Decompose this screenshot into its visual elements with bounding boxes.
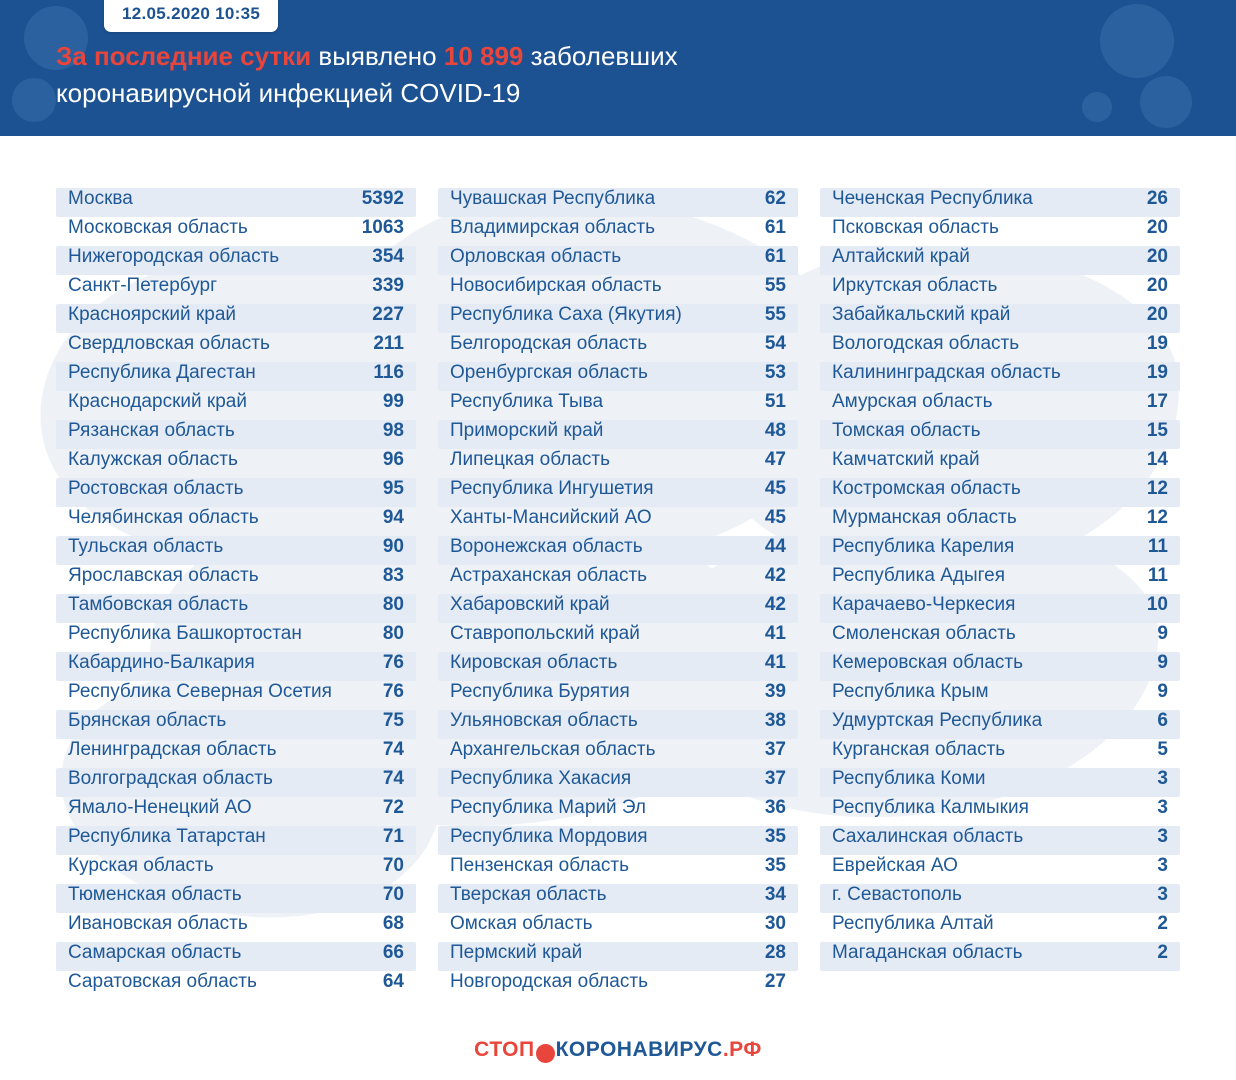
region-name: Приморский край: [450, 420, 604, 441]
region-case-count: 80: [382, 623, 404, 644]
region-case-count: 28: [764, 942, 786, 963]
region-name: Хабаровский край: [450, 594, 610, 615]
region-case-count: 20: [1146, 217, 1168, 238]
table-row: [438, 188, 798, 217]
headline-line-2: коронавирусной инфекцией COVID-19: [56, 78, 521, 108]
region-case-count: 3: [1157, 884, 1168, 905]
region-case-count: 3: [1157, 797, 1168, 818]
table-row: [438, 739, 798, 768]
table-row: [438, 710, 798, 739]
table-row: [438, 797, 798, 826]
region-name: г. Севастополь: [832, 884, 962, 905]
table-row: [56, 971, 416, 1000]
table-row: [820, 710, 1180, 739]
region-name: Саратовская область: [68, 971, 257, 992]
table-row: [438, 333, 798, 362]
region-case-count: 227: [372, 304, 404, 325]
region-name: Нижегородская область: [68, 246, 280, 267]
virus-decoration-icon: [1140, 76, 1192, 128]
table-row: [820, 623, 1180, 652]
region-case-count: 61: [764, 217, 786, 238]
table-row: [820, 246, 1180, 275]
region-case-count: 2: [1157, 913, 1168, 934]
virus-icon: [536, 1044, 555, 1063]
region-name: Мурманская область: [832, 507, 1017, 528]
region-case-count: 19: [1146, 333, 1168, 354]
region-case-count: 68: [382, 913, 404, 934]
table-row: [820, 594, 1180, 623]
region-name: Кировская область: [450, 652, 618, 673]
region-case-count: 41: [764, 652, 786, 673]
region-name: Омская область: [450, 913, 593, 934]
table-row: [56, 449, 416, 478]
region-name: Московская область: [68, 217, 248, 238]
region-case-count: 44: [764, 536, 786, 557]
table-row: [820, 739, 1180, 768]
region-name: Республика Крым: [832, 681, 989, 702]
region-case-count: 74: [382, 768, 404, 789]
region-case-count: 45: [764, 507, 786, 528]
region-name: Иркутская область: [832, 275, 998, 296]
table-row: [56, 565, 416, 594]
region-name: Красноярский край: [68, 304, 236, 325]
region-name: Свердловская область: [68, 333, 270, 354]
region-name: Республика Карелия: [832, 536, 1015, 557]
headline-text-1: выявлено: [311, 41, 444, 71]
region-name: Рязанская область: [68, 420, 235, 441]
region-name: Республика Северная Осетия: [68, 681, 332, 702]
region-name: Томская область: [832, 420, 981, 441]
region-name: Республика Татарстан: [68, 826, 266, 847]
table-row: [820, 536, 1180, 565]
region-case-count: 83: [382, 565, 404, 586]
table-row: [56, 536, 416, 565]
table-row: [56, 884, 416, 913]
table-row: [438, 971, 798, 1000]
table-row: [56, 275, 416, 304]
region-case-count: 94: [382, 507, 404, 528]
region-name: Астраханская область: [450, 565, 648, 586]
region-name: Республика Алтай: [832, 913, 994, 934]
region-name: Тюменская область: [68, 884, 242, 905]
region-name: Костромская область: [832, 478, 1021, 499]
table-row: [438, 275, 798, 304]
page-title: [56, 38, 1096, 112]
table-row: [820, 855, 1180, 884]
region-name: Калужская область: [68, 449, 238, 470]
region-case-count: 74: [382, 739, 404, 760]
region-name: Самарская область: [68, 942, 242, 963]
table-row: [438, 217, 798, 246]
region-case-count: 10: [1146, 594, 1168, 615]
region-case-count: 37: [764, 768, 786, 789]
table-row: [820, 913, 1180, 942]
region-name: Еврейская АО: [832, 855, 958, 876]
region-name: Брянская область: [68, 710, 227, 731]
region-name: Республика Мордовия: [450, 826, 648, 847]
footer: [0, 1038, 1236, 1062]
table-row: [56, 420, 416, 449]
region-name: Кемеровская область: [832, 652, 1023, 673]
region-name: Владимирская область: [450, 217, 655, 238]
region-name: Алтайский край: [832, 246, 970, 267]
region-case-count: 51: [764, 391, 786, 412]
table-row: [820, 826, 1180, 855]
region-case-count: 38: [764, 710, 786, 731]
region-case-count: 66: [382, 942, 404, 963]
table-row: [438, 304, 798, 333]
regions-column: [820, 188, 1180, 1000]
region-case-count: 26: [1146, 188, 1168, 209]
table-row: [56, 913, 416, 942]
region-name: Ханты-Мансийский АО: [450, 507, 652, 528]
headline-text-2: заболевших: [523, 41, 678, 71]
table-row: [820, 333, 1180, 362]
region-name: Ульяновская область: [450, 710, 638, 731]
logo-rf: .РФ: [722, 1038, 762, 1061]
table-row: [438, 362, 798, 391]
table-row: [438, 507, 798, 536]
table-row: [438, 652, 798, 681]
table-row: [438, 536, 798, 565]
region-name: Оренбургская область: [450, 362, 648, 383]
region-name: Сахалинская область: [832, 826, 1024, 847]
table-row: [820, 652, 1180, 681]
region-name: Чувашская Республика: [450, 188, 656, 209]
region-name: Белгородская область: [450, 333, 648, 354]
region-case-count: 70: [382, 855, 404, 876]
region-case-count: 42: [764, 565, 786, 586]
region-case-count: 54: [764, 333, 786, 354]
table-row: [820, 507, 1180, 536]
region-name: Республика Саха (Якутия): [450, 304, 682, 325]
region-case-count: 116: [373, 362, 404, 383]
page-header: [0, 0, 1236, 136]
table-row: [820, 275, 1180, 304]
regions-column: [438, 188, 798, 1000]
region-case-count: 55: [764, 275, 786, 296]
region-name: Республика Коми: [832, 768, 986, 789]
region-case-count: 17: [1146, 391, 1168, 412]
table-row: [56, 739, 416, 768]
region-name: Ставропольский край: [450, 623, 640, 644]
region-name: Вологодская область: [832, 333, 1020, 354]
region-name: Пензенская область: [450, 855, 629, 876]
region-name: Республика Бурятия: [450, 681, 630, 702]
table-row: [56, 362, 416, 391]
table-row: [820, 478, 1180, 507]
table-row: [56, 681, 416, 710]
table-row: [56, 478, 416, 507]
region-case-count: 3: [1157, 826, 1168, 847]
region-case-count: 3: [1157, 768, 1168, 789]
table-row: [438, 449, 798, 478]
table-row: [438, 478, 798, 507]
region-case-count: 3: [1157, 855, 1168, 876]
logo-koronavirus: КОРОНАВИРУС: [555, 1038, 723, 1061]
region-name: Камчатский край: [832, 449, 980, 470]
regions-column: [56, 188, 416, 1000]
region-name: Новгородская область: [450, 971, 648, 992]
table-row: [56, 623, 416, 652]
table-row: [820, 217, 1180, 246]
region-case-count: 15: [1146, 420, 1168, 441]
region-name: Пермский край: [450, 942, 583, 963]
region-case-count: 61: [764, 246, 786, 267]
region-name: Тамбовская область: [68, 594, 249, 615]
region-case-count: 71: [382, 826, 404, 847]
table-row: [438, 623, 798, 652]
headline-number: 10 899: [443, 41, 524, 71]
table-row: [438, 768, 798, 797]
region-name: Орловская область: [450, 246, 622, 267]
regions-table: [0, 136, 1236, 1000]
table-row: [820, 797, 1180, 826]
table-row: [438, 942, 798, 971]
region-name: Республика Башкортостан: [68, 623, 302, 644]
region-name: Карачаево-Черкесия: [832, 594, 1016, 615]
table-row: [56, 391, 416, 420]
region-case-count: 42: [764, 594, 786, 615]
region-case-count: 30: [764, 913, 786, 934]
region-case-count: 6: [1157, 710, 1168, 731]
table-row: [820, 362, 1180, 391]
region-case-count: 41: [764, 623, 786, 644]
region-case-count: 99: [382, 391, 404, 412]
region-case-count: 11: [1147, 565, 1168, 586]
region-case-count: 354: [372, 246, 404, 267]
region-case-count: 339: [372, 275, 404, 296]
region-case-count: 35: [764, 855, 786, 876]
region-name: Архангельская область: [450, 739, 656, 760]
table-row: [56, 710, 416, 739]
table-row: [820, 884, 1180, 913]
table-row: [820, 768, 1180, 797]
region-name: Амурская область: [832, 391, 993, 412]
region-case-count: 98: [382, 420, 404, 441]
table-row: [56, 188, 416, 217]
table-row: [820, 304, 1180, 333]
region-case-count: 9: [1157, 681, 1168, 702]
headline-emphasis: За последние сутки: [56, 41, 312, 71]
region-name: Липецкая область: [450, 449, 611, 470]
region-name: Ивановская область: [68, 913, 248, 934]
region-case-count: 20: [1146, 246, 1168, 267]
table-row: [56, 768, 416, 797]
region-name: Курганская область: [832, 739, 1006, 760]
region-case-count: 76: [382, 652, 404, 673]
region-name: Челябинская область: [68, 507, 259, 528]
region-name: Псковская область: [832, 217, 999, 238]
region-case-count: 12: [1146, 507, 1168, 528]
region-case-count: 27: [764, 971, 786, 992]
region-name: Ярославская область: [68, 565, 259, 586]
table-row: [438, 594, 798, 623]
region-case-count: 19: [1146, 362, 1168, 383]
region-name: Тверская область: [450, 884, 607, 905]
table-row: [56, 217, 416, 246]
region-name: Калининградская область: [832, 362, 1061, 383]
region-name: Республика Адыгея: [832, 565, 1005, 586]
region-case-count: 45: [764, 478, 786, 499]
table-row: [820, 391, 1180, 420]
region-case-count: 14: [1146, 449, 1168, 470]
region-case-count: 211: [373, 333, 404, 354]
region-name: Ленинградская область: [68, 739, 277, 760]
table-row: [820, 420, 1180, 449]
region-case-count: 34: [764, 884, 786, 905]
region-case-count: 1063: [361, 217, 404, 238]
region-case-count: 95: [382, 478, 404, 499]
table-row: [438, 246, 798, 275]
table-row: [56, 797, 416, 826]
table-row: [56, 826, 416, 855]
region-name: Удмуртская Республика: [832, 710, 1043, 731]
region-case-count: 35: [764, 826, 786, 847]
table-row: [438, 826, 798, 855]
region-case-count: 5392: [361, 188, 404, 209]
region-case-count: 53: [764, 362, 786, 383]
table-row: [438, 855, 798, 884]
virus-decoration-icon: [12, 78, 56, 122]
region-case-count: 80: [382, 594, 404, 615]
table-row: [438, 391, 798, 420]
logo-stop: СТОП: [474, 1038, 535, 1061]
region-case-count: 47: [764, 449, 786, 470]
region-name: Краснодарский край: [68, 391, 247, 412]
region-name: Республика Ингушетия: [450, 478, 654, 499]
region-name: Санкт-Петербург: [68, 275, 218, 296]
table-row: [56, 507, 416, 536]
region-name: Кабардино-Балкария: [68, 652, 255, 673]
region-case-count: 39: [764, 681, 786, 702]
region-case-count: 55: [764, 304, 786, 325]
region-case-count: 64: [382, 971, 404, 992]
table-row: [438, 913, 798, 942]
region-name: Волгоградская область: [68, 768, 273, 789]
region-case-count: 9: [1157, 623, 1168, 644]
region-name: Забайкальский край: [832, 304, 1011, 325]
region-case-count: 90: [382, 536, 404, 557]
region-case-count: 72: [382, 797, 404, 818]
region-case-count: 75: [382, 710, 404, 731]
table-row: [56, 855, 416, 884]
region-name: Чеченская Республика: [832, 188, 1033, 209]
region-name: Республика Марий Эл: [450, 797, 647, 818]
region-case-count: 9: [1157, 652, 1168, 673]
region-case-count: 20: [1146, 275, 1168, 296]
region-case-count: 12: [1146, 478, 1168, 499]
table-row: [56, 304, 416, 333]
region-name: Ямало-Ненецкий АО: [68, 797, 252, 818]
table-row: [438, 681, 798, 710]
table-row: [820, 188, 1180, 217]
region-name: Тульская область: [68, 536, 224, 557]
region-name: Новосибирская область: [450, 275, 662, 296]
region-name: Республика Калмыкия: [832, 797, 1029, 818]
table-row: [820, 942, 1180, 971]
region-name: Республика Дагестан: [68, 362, 256, 383]
table-row: [56, 652, 416, 681]
table-row: [438, 420, 798, 449]
table-row: [820, 565, 1180, 594]
region-case-count: 48: [764, 420, 786, 441]
region-name: Воронежская область: [450, 536, 643, 557]
region-case-count: 37: [764, 739, 786, 760]
table-row: [438, 565, 798, 594]
table-row: [820, 681, 1180, 710]
stopkoronavirus-logo[interactable]: [474, 1038, 762, 1062]
region-case-count: 96: [382, 449, 404, 470]
region-case-count: 70: [382, 884, 404, 905]
date-badge: 12.05.2020 10:35: [104, 0, 278, 32]
region-name: Смоленская область: [832, 623, 1016, 644]
region-case-count: 20: [1146, 304, 1168, 325]
table-row: [56, 594, 416, 623]
virus-decoration-icon: [1100, 4, 1174, 78]
region-case-count: 62: [764, 188, 786, 209]
table-row: [56, 333, 416, 362]
table-row: [820, 449, 1180, 478]
region-case-count: 2: [1157, 942, 1168, 963]
region-case-count: 36: [764, 797, 786, 818]
region-case-count: 5: [1157, 739, 1168, 760]
region-name: Курская область: [68, 855, 214, 876]
region-name: Москва: [68, 188, 133, 209]
region-case-count: 76: [382, 681, 404, 702]
region-name: Республика Хакасия: [450, 768, 632, 789]
table-row: [56, 246, 416, 275]
table-row: [438, 884, 798, 913]
region-name: Ростовская область: [68, 478, 244, 499]
region-case-count: 11: [1147, 536, 1168, 557]
table-row: [56, 942, 416, 971]
region-name: Республика Тыва: [450, 391, 604, 412]
region-name: Магаданская область: [832, 942, 1023, 963]
